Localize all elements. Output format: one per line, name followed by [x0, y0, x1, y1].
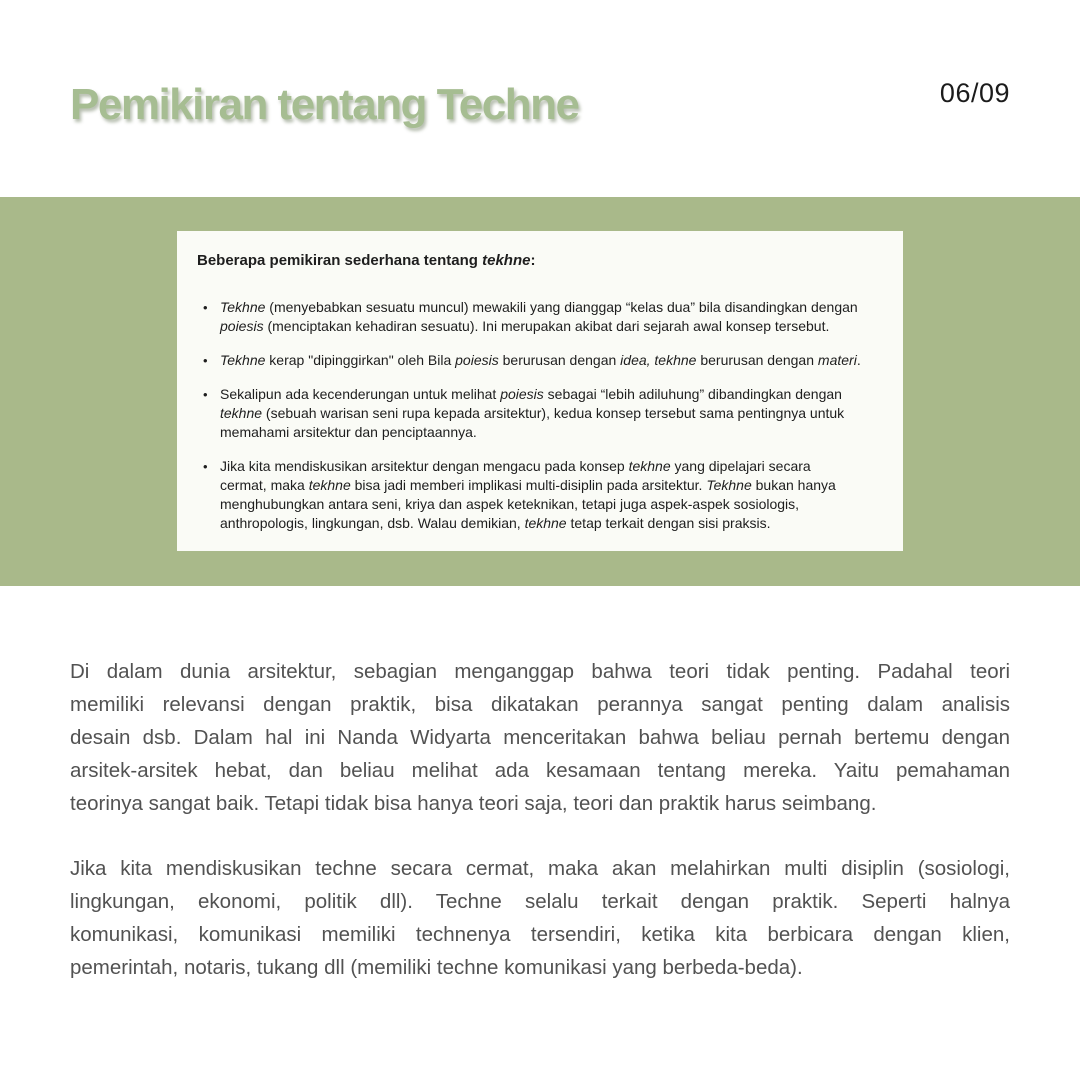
bullet-line [220, 457, 883, 476]
text-segment: Beberapa pemikiran sederhana tentang [197, 252, 483, 269]
text-segment: : [530, 252, 536, 269]
bullet-line [220, 404, 883, 423]
text-segment: tekhne [654, 352, 697, 368]
card-bullet-list [197, 298, 883, 533]
bullet-line [220, 317, 883, 336]
text-segment: bisa jadi memberi implikasi multi-disiplin pada arsitektur. [350, 477, 707, 493]
text-segment: yang dipelajari secara [670, 458, 811, 474]
text-segment: anthropologis, lingkungan, dsb. Walau demikian, [220, 515, 525, 531]
paragraph [70, 852, 1010, 984]
text-segment: tekhne [524, 515, 567, 531]
text-segment: (sebuah warisan seni rupa kepada arsitektur), kedua konsep tersebut sama pentingnya untuk [262, 405, 845, 421]
bullet-item [203, 457, 883, 533]
bullet-marker: • [203, 387, 208, 402]
bullet-text [220, 457, 883, 533]
text-segment: . [856, 352, 861, 368]
text-line: komunikasi, komunikasi memiliki technenya tersendiri, ketika kita berbicara dengan klien, [70, 923, 1010, 946]
page-title: Pemikiran tentang Techne [70, 80, 579, 129]
bullet-item [203, 351, 883, 370]
bullet-text [220, 385, 883, 442]
text-segment: tekhne [628, 458, 671, 474]
bullet-line [220, 351, 883, 370]
text-line: pemerintah, notaris, tukang dll (memiliki techne komunikasi yang berbeda-beda). [70, 956, 803, 979]
text-segment: tekhne [482, 252, 531, 269]
bullet-marker: • [203, 353, 208, 368]
text-segment: kerap "dipinggirkan" oleh Bila [265, 352, 456, 368]
text-segment: Tekhne [220, 299, 266, 315]
text-segment: sebagai “lebih adiluhung” dibandingkan dengan [543, 386, 842, 402]
page-number: 06/09 [939, 78, 1010, 108]
text-segment: (menyebabkan sesuatu muncul) mewakili yang dianggap “kelas dua” bila disandingkan dengan [265, 299, 858, 315]
bullet-item [203, 298, 883, 336]
text-line: Jika kita mendiskusikan techne secara cermat, maka akan melahirkan multi disiplin (sosiologi, [70, 857, 1010, 880]
bullet-line [220, 385, 883, 404]
bullet-text [220, 298, 883, 336]
text-segment: tekhne [308, 477, 351, 493]
text-line: memiliki relevansi dengan praktik, bisa dikatakan perannya sangat penting dalam analisis [70, 693, 1010, 716]
green-band [0, 197, 1080, 586]
text-segment: Tekhne [220, 352, 266, 368]
bullet-line [220, 495, 883, 514]
quote-card [177, 231, 903, 551]
text-segment: tetap terkait dengan sisi praksis. [566, 515, 771, 531]
text-segment: Tekhne [706, 477, 752, 493]
text-segment: idea, [620, 352, 651, 368]
text-segment: materi [817, 352, 857, 368]
text-segment: Jika kita mendiskusikan arsitektur dengan mengacu pada konsep [220, 458, 629, 474]
bullet-line [220, 423, 883, 442]
paragraph [70, 655, 1010, 820]
bullet-marker: • [203, 459, 208, 474]
text-segment: (menciptakan kehadiran sesuatu). Ini merupakan akibat dari sejarah awal konsep tersebut. [263, 318, 830, 334]
text-line: desain dsb. Dalam hal ini Nanda Widyarta menceritakan bahwa beliau pernah bertemu dengan [70, 726, 1010, 749]
bullet-marker: • [203, 300, 208, 315]
text-segment: menghubungkan antara seni, kriya dan aspek keteknikan, tetapi juga aspek-aspek sosiologis, [220, 496, 800, 512]
text-segment: cermat, maka [220, 477, 309, 493]
text-line: arsitek-arsitek hebat, dan beliau melihat ada kesamaan tentang mereka. Yaitu pemahaman [70, 759, 1010, 782]
text-segment: berurusan dengan [696, 352, 818, 368]
text-segment: poiesis [500, 386, 544, 402]
text-line: teorinya sangat baik. Tetapi tidak bisa hanya teori saja, teori dan praktik harus seimbang. [70, 792, 877, 815]
text-segment: berurusan dengan [498, 352, 621, 368]
text-segment: memahami arsitektur dan penciptaannya. [220, 424, 477, 440]
body-text [70, 655, 1010, 984]
bullet-line [220, 298, 883, 317]
card-heading [197, 251, 883, 270]
text-line: lingkungan, ekonomi, politik dll). Techne selalu terkait dengan praktik. Seperti halnya [70, 890, 1010, 913]
text-segment: tekhne [220, 405, 263, 421]
text-line: Di dalam dunia arsitektur, sebagian menganggap bahwa teori tidak penting. Padahal teori [70, 660, 1010, 683]
bullet-line [220, 476, 883, 495]
bullet-item [203, 385, 883, 442]
bullet-text [220, 351, 883, 370]
text-segment: Sekalipun ada kecenderungan untuk melihat [220, 386, 501, 402]
text-segment: poiesis [220, 318, 264, 334]
text-segment: bukan hanya [751, 477, 836, 493]
bullet-line [220, 514, 883, 533]
text-segment: poiesis [455, 352, 499, 368]
